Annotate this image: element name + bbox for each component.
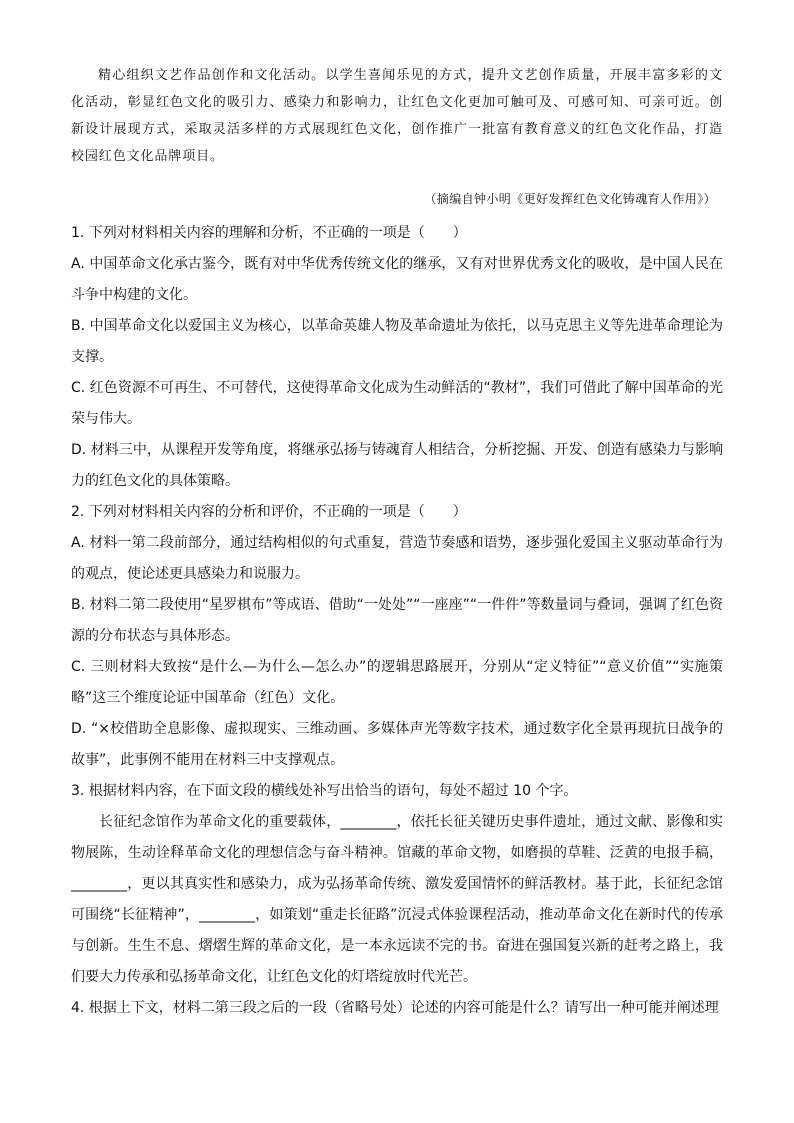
question-2-option-d: D. “×校借助全息影像、虚拟现实、三维动画、多媒体声光等数字技术，通过数字化全景再现抗日战争的故事”，此事例不能用在材料三中支撑观点。 <box>71 721 723 768</box>
question-1-stem: 1. 下列对材料相关内容的理解和分析，不正确的一项是（ ） <box>71 225 467 241</box>
question-3-stem: 3. 根据材料内容，在下面文段的横线处补写出恰当的语句，每处不超过 10 个字。 <box>71 783 578 799</box>
question-3-passage: 长征纪念馆作为革命文化的重要载体，________，依托长征关键历史事件遗址，通过文献、影像和实物展陈，生动诠释革命文化的理想信念与奋斗精神。馆藏的革命文物，如磨损的草鞋、泛黄的电报手稿，________，更以其真实性和感染力，成为弘扬革命传统、激发爱国情怀的鲜活教材。基于此，长征纪念馆可围绕“长征精神”，________，如策划“重走长征路”沉浸式体验课程活动，推动革命文化在新时代的传承与创新。生生不息、熠熠生辉的革命文化，是一本永远读不完的书。奋进在强国复兴新的赶考之路上，我们要大力传承和弘扬革命文化，让红色文化的灯塔绽放时代光芒。 <box>71 814 723 985</box>
question-4-stem: 4. 根据上下文，材料二第三段之后的一段（省略号处）论述的内容可能是什么？请写出一种可能并阐述理 <box>71 1000 719 1016</box>
source-citation: （摘编自钟小明《更好发挥红色文化铸魂育人作用》） <box>424 192 716 206</box>
question-1-option-b: B. 中国革命文化以爱国主义为核心，以革命英雄人物及革命遗址为依托，以马克思主义等先进革命理论为支撑。 <box>71 318 723 365</box>
question-1-option-a: A. 中国革命文化承古鉴今，既有对中华优秀传统文化的继承，又有对世界优秀文化的吸收，是中国人民在斗争中构建的文化。 <box>71 256 723 303</box>
question-2-option-a: A. 材料一第二段前部分，通过结构相似的句式重复，营造节奏感和语势，逐步强化爱国主义驱动革命行为的观点，使论述更具感染力和说服力。 <box>71 535 723 582</box>
question-2-stem: 2. 下列对材料相关内容的分析和评价，不正确的一项是（ ） <box>71 504 467 520</box>
question-2-option-b: B. 材料二第二段使用“星罗棋布”等成语、借助“一处处”“一座座”“一件件”等数量词与叠词，强调了红色资源的分布状态与具体形态。 <box>71 597 723 644</box>
question-2-option-c: C. 三则材料大致按“是什么—为什么—怎么办”的逻辑思路展开，分别从“定义特征”“意义价值”“实施策略”这三个维度论证中国革命（红色）文化。 <box>71 659 723 706</box>
question-1-option-d: D. 材料三中，从课程开发等角度，将继承弘扬与铸魂育人相结合，分析挖掘、开发、创造有感染力与影响力的红色文化的具体策略。 <box>71 442 723 489</box>
intro-paragraph: 精心组织文艺作品创作和文化活动。以学生喜闻乐见的方式，提升文艺创作质量，开展丰富多彩的文化活动，彰显红色文化的吸引力、感染力和影响力，让红色文化更加可触可及、可感可知、可亲可近。创新设计展现方式，采取灵活多样的方式展现红色文化，创作推广一批富有教育意义的红色文化作品，打造校园红色文化品牌项目。 <box>71 68 723 164</box>
question-1-option-c: C. 红色资源不可再生、不可替代，这使得革命文化成为生动鲜活的“教材”，我们可借此了解中国革命的光荣与伟大。 <box>71 380 723 427</box>
